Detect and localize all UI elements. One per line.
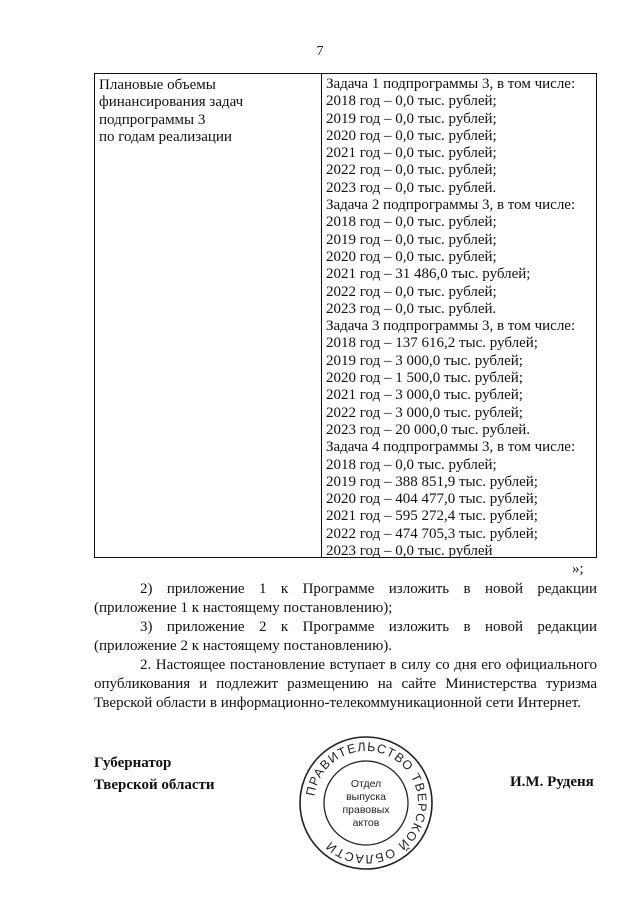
year-amount-line: 2019 год – 388 851,9 тыс. рублей;	[326, 473, 538, 490]
clause-2-paragraph	[94, 656, 597, 713]
signatory-title	[94, 752, 215, 796]
signatory-title-line: Губернатор	[94, 755, 172, 771]
task-heading: Задача 4 подпрограммы 3, в том числе:	[326, 439, 576, 456]
page-number: 7	[316, 44, 324, 59]
task-heading: Задача 2 подпрограммы 3, в том числе:	[326, 197, 576, 214]
year-amount-line: 2020 год – 0,0 тыс. рублей;	[326, 127, 497, 144]
seal-inner-line: актов	[352, 817, 380, 829]
left-line: подпрограммы 3	[99, 111, 206, 128]
year-amount-line: 2020 год – 0,0 тыс. рублей;	[326, 248, 497, 265]
task-heading: Задача 3 подпрограммы 3, в том числе:	[326, 318, 576, 335]
left-line: финансирования задач	[99, 94, 244, 111]
signatory-name: И.М. Руденя	[510, 774, 594, 790]
table-left-cell	[95, 74, 322, 557]
year-amount-line: 2023 год – 0,0 тыс. рублей.	[326, 300, 497, 317]
year-amount-line: 2021 год – 3 000,0 тыс. рублей;	[326, 387, 523, 404]
word: в	[463, 619, 471, 635]
year-amount-line: 2023 год – 0,0 тыс. рублей	[326, 543, 493, 560]
word: к	[280, 619, 289, 635]
word: в	[463, 581, 471, 597]
table-right-cell	[322, 74, 596, 560]
year-amount-line: 2018 год – 0,0 тыс. рублей;	[326, 93, 497, 110]
task-heading: Задача 1 подпрограммы 3, в том числе:	[326, 76, 576, 92]
official-seal	[296, 733, 436, 873]
seal-inner-line: выпуска	[346, 791, 386, 803]
year-amount-line: 2018 год – 137 616,2 тыс. рублей;	[326, 335, 538, 352]
left-line: по годам реализации	[99, 128, 232, 145]
year-amount-line: 2019 год – 0,0 тыс. рублей;	[326, 231, 497, 248]
word: 1	[258, 581, 267, 597]
year-amount-line: 2018 год – 0,0 тыс. рублей;	[326, 214, 497, 231]
word: новой	[484, 581, 524, 597]
year-amount-line: 2021 год – 31 486,0 тыс. рублей;	[326, 266, 531, 283]
word: Программе	[302, 619, 375, 635]
funding-table	[94, 73, 597, 558]
clause-2-last-line: Тверской области в информационно-телекоммуникационной сети Интернет.	[94, 695, 581, 711]
year-amount-line: 2022 год – 3 000,0 тыс. рублей;	[326, 404, 523, 421]
year-amount-line: 2018 год – 0,0 тыс. рублей;	[326, 456, 497, 473]
year-amount-line: 2022 год – 0,0 тыс. рублей;	[326, 283, 497, 300]
left-line: Плановые объемы	[99, 77, 216, 93]
year-amount-line: 2023 год – 0,0 тыс. рублей.	[326, 179, 497, 196]
seal-ring-text: ПРАВИТЕЛЬСТВО ТВЕРСКОЙ ОБЛАСТИ	[303, 739, 430, 867]
seal-inner-line: правовых	[342, 804, 390, 816]
year-amount-line: 2020 год – 404 477,0 тыс. рублей;	[326, 491, 538, 508]
word: Программе	[302, 581, 375, 597]
seal-inner-line: Отдел	[350, 778, 382, 790]
clause-2-line: опубликования и подлежит размещению на сайте Министерства туризма	[94, 676, 597, 692]
year-amount-line: 2022 год – 474 705,3 тыс. рублей;	[326, 525, 538, 542]
signatory-title-line: Тверской области	[94, 777, 215, 793]
item-3-rest: (приложение 2 к настоящему постановлению).	[94, 638, 393, 654]
year-amount-line: 2021 год – 0,0 тыс. рублей;	[326, 145, 497, 162]
year-amount-line: 2019 год – 3 000,0 тыс. рублей;	[326, 352, 523, 369]
year-amount-line: 2023 год – 20 000,0 тыс. рублей.	[326, 421, 531, 438]
item-3-first-line	[94, 618, 597, 637]
year-amount-line: 2022 год – 0,0 тыс. рублей;	[326, 162, 497, 179]
word: новой	[484, 619, 524, 635]
word: 2) приложение	[140, 581, 245, 597]
item-2-first-line	[94, 580, 597, 599]
word: изложить	[388, 619, 450, 635]
word: изложить	[388, 581, 450, 597]
year-amount-line: 2020 год – 1 500,0 тыс. рублей;	[326, 370, 523, 387]
word: редакции	[537, 619, 598, 635]
word: редакции	[537, 581, 598, 597]
word: к	[280, 581, 289, 597]
clause-2-line: 2. Настоящее постановление вступает в силу со дня его официального	[140, 657, 597, 673]
item-2-paragraph	[94, 580, 597, 618]
year-amount-line: 2019 год – 0,0 тыс. рублей;	[326, 110, 497, 127]
item-3-paragraph	[94, 618, 597, 656]
year-amount-line: 2021 год – 595 272,4 тыс. рублей;	[326, 508, 538, 525]
item-2-rest: (приложение 1 к настоящему постановлению);	[94, 600, 393, 616]
word: 3) приложение	[140, 619, 245, 635]
word: 2	[258, 619, 267, 635]
closing-quote: »;	[572, 561, 584, 577]
